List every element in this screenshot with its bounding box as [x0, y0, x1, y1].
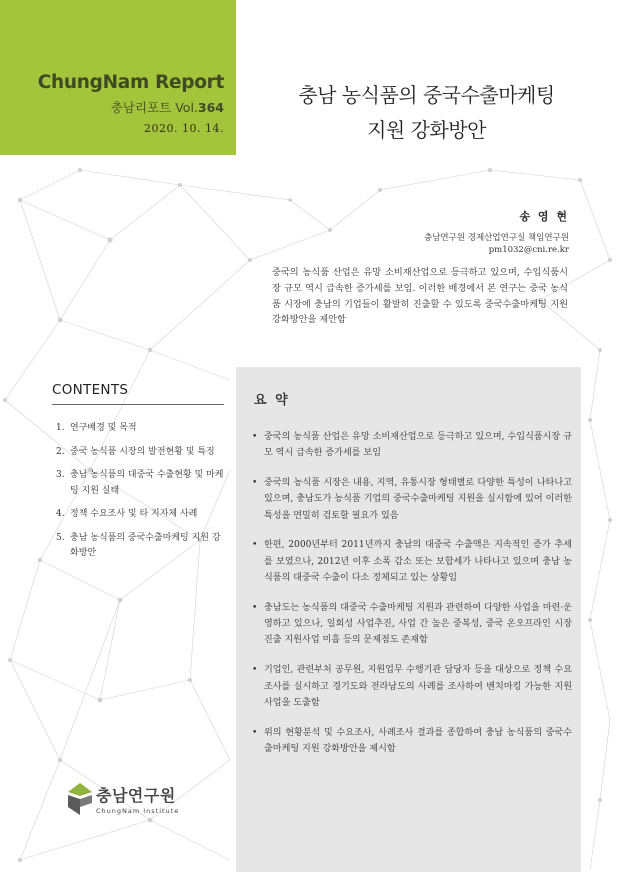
summary-text: 위의 현황분석 및 수요조사, 사례조사 결과를 종합하여 충남 농식품의 중국수출마케팅 지원 강화방안을 제시함: [264, 727, 572, 754]
summary-text: 중국의 농식품 시장은 내용, 지역, 유통시장 형태별로 다양한 특성이 나타나고 있으며, 충남도가 농식품 기업의 중국수출마케팅 지원을 실시함에 있어 이러한 특성을 면밀히 검토할 필요가 있음: [264, 478, 572, 521]
summary-item: [252, 475, 572, 524]
summary-item: [252, 537, 572, 586]
toc-text: 정책 수요조사 및 타 지자체 사례: [70, 509, 198, 519]
summary-list: [252, 429, 572, 771]
toc-text: 연구배경 및 목적: [70, 423, 137, 433]
logo-text: [96, 783, 179, 815]
toc-number: 3.: [56, 470, 65, 480]
summary-text: 기업인, 관련부처 공무원, 지원업무 수행기관 담당자 등을 대상으로 정책 수요조사를 실시하고 경기도와 전라남도의 사례를 조사하여 벤치마킹 가능한 지원사업을 도출함: [264, 665, 572, 708]
toc-item[interactable]: [56, 421, 224, 437]
institute-logo[interactable]: [68, 783, 179, 815]
brand: [38, 72, 224, 135]
institute-logo-icon: [68, 783, 92, 815]
author-email[interactable]: pm1032@cni.re.kr: [488, 245, 569, 255]
summary-text: 충남도는 농식품의 대중국 수출마케팅 지원과 관련하여 다양한 사업을 마련·운영하고 있으나, 일회성 사업추진, 사업 간 높은 중복성, 중국 온오프라인 시장진출 지원사업 미흡 등의 문제점도 존재함: [264, 602, 572, 646]
bullet-icon: •: [252, 665, 258, 676]
toc-text: 충남 농식품의 대중국 수출현황 및 마케팅 지원 실태: [70, 470, 224, 496]
toc-list: [52, 421, 224, 562]
summary-text: 한편, 2000년부터 2011년까지 충남의 대중국 수출액은 지속적인 증가 추세를 보였으나, 2012년 이후 소폭 감소 또는 보합세가 나타나고 있으며 충남 농식품의 대중국 수출이 다소 정체되고 있는 상황임: [264, 540, 572, 584]
summary-title: 요 약: [254, 393, 290, 408]
summary-item: [252, 662, 572, 711]
toc-item[interactable]: [56, 531, 224, 562]
volume-label: Vol.: [175, 100, 198, 115]
toc-number: 1.: [56, 423, 65, 433]
volume-number: 364: [197, 100, 224, 115]
toc-item[interactable]: [56, 507, 224, 523]
series-korean: 충남리포트: [110, 100, 172, 115]
contents-title: CONTENTS: [52, 382, 224, 405]
author-block: [424, 208, 569, 255]
toc-number: 4.: [56, 509, 65, 519]
bullet-icon: •: [252, 602, 258, 613]
header-brand-block: [0, 0, 236, 155]
summary-item: [252, 600, 572, 649]
logo-korean: 충남연구원: [96, 786, 176, 805]
toc-item[interactable]: [56, 468, 224, 499]
title-line-1: 충남 농식품의 중국수출마케팅: [298, 83, 555, 107]
bullet-icon: •: [252, 432, 258, 442]
author-name: 송 영 현: [519, 210, 569, 223]
brand-title: ChungNam Report: [37, 72, 224, 93]
logo-english: ChungNam Institute: [96, 807, 180, 815]
toc-number: 2.: [56, 446, 65, 457]
bullet-icon: •: [252, 478, 258, 489]
toc-text: 중국 농식품 시장의 발전현황 및 특징: [70, 446, 215, 457]
toc-item[interactable]: [56, 445, 224, 461]
summary-panel: [236, 367, 581, 872]
author-affiliation: 충남연구원 경제산업연구실 책임연구원: [424, 233, 569, 243]
summary-item: [252, 429, 572, 462]
publish-date: 2020. 10. 14.: [144, 122, 224, 135]
bullet-icon: •: [252, 727, 258, 738]
title-line-2: 지원 강화방안: [367, 118, 486, 142]
bullet-icon: •: [252, 540, 258, 551]
abstract: 중국의 농식품 산업은 유망 소비재산업으로 등극하고 있으며, 수입식품시장 규모 역시 급속한 증가세를 보임. 이러한 배경에서 본 연구는 중국 농식품 시장에 충남의 기업들이 활발히 진출할 수 있도록 중국수출마케팅 지원 강화방안을 제안함: [272, 267, 568, 326]
summary-text: 중국의 농식품 산업은 유망 소비재산업으로 등극하고 있으며, 수입식품시장 규모 역시 급속한 증가세를 보임: [264, 432, 572, 459]
report-title: [236, 78, 617, 148]
summary-item: [252, 725, 572, 758]
contents-panel: [52, 382, 224, 570]
toc-number: 5.: [56, 532, 65, 543]
brand-series: [38, 98, 224, 116]
toc-text: 충남 농식품의 중국수출마케팅 지원 강화방안: [70, 532, 221, 558]
